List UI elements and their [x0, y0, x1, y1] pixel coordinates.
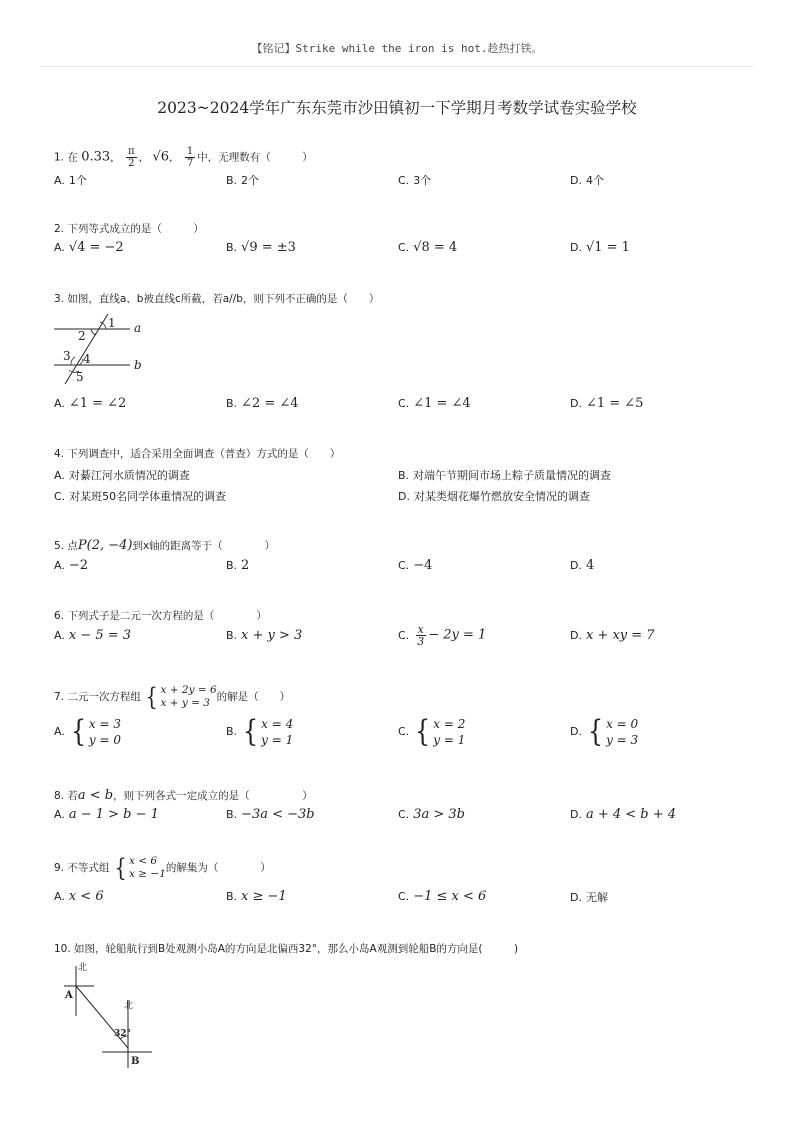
q7-option-d[interactable]: D. { x = 0 y = 3 [570, 714, 639, 749]
q6-option-b[interactable]: B. x + y > 3 [226, 628, 303, 643]
q1-option-a[interactable]: A. 1个 [54, 174, 87, 187]
q6-option-d[interactable]: D. x + xy = 7 [570, 628, 655, 643]
equation-system: { x + 2y = 6 x + y = 3 [145, 683, 217, 711]
q9-option-a[interactable]: A. x < 6 [54, 889, 104, 904]
q4-option-c[interactable]: C. 对某班50名同学体重情况的调查 [54, 490, 227, 503]
fraction-pi-over-2: $\frac{\pi}{2}$ [128, 146, 135, 169]
angle-32-label: 32° [114, 1029, 132, 1039]
angle-label-2: 2 [78, 329, 86, 343]
q6-option-c[interactable]: C. $\frac{x}{3}$ − 2y = 1 [398, 623, 487, 648]
q2-option-d[interactable]: D. √1 = 1 [570, 240, 630, 255]
page-motto: 【铭记】Strike while the iron is hot.趁热打铁。 [251, 42, 543, 55]
q1-option-b[interactable]: B. 2个 [226, 174, 260, 187]
question-10: 10. 如图，轮船航行到B处观测小岛A的方向是北偏西32°，那么小岛A观测到轮船B的方向是( ) [54, 943, 519, 955]
question-5: 5. 点P(2, −4)到x轴的距离等于（ ） [54, 538, 276, 553]
question-7: 7. 二元一次方程组 { x + 2y = 6 x + y = 3 的解是（ ） [54, 683, 291, 711]
inequality-system: { x < 6 x ≥ −1 [114, 854, 166, 882]
fraction-1-over-7: $\frac{1}{7}$ [186, 146, 194, 169]
question-2: 2. 下列等式成立的是（ ） [54, 223, 204, 235]
q3-option-c[interactable]: C. ∠1 = ∠4 [398, 396, 471, 411]
angle-label-4: 4 [83, 352, 91, 366]
angle-label-3: 3 [63, 349, 71, 363]
q9-option-b[interactable]: B. x ≥ −1 [226, 889, 287, 904]
question-6: 6. 下列式子是二元一次方程的是（ ） [54, 610, 267, 622]
q5-option-c[interactable]: C. −4 [398, 558, 433, 573]
question-9: 9. 不等式组 { x < 6 x ≥ −1 的解集为（ ） [54, 854, 271, 882]
q8-option-c[interactable]: C. 3a > 3b [398, 807, 465, 822]
angle-label-5: 5 [76, 370, 84, 384]
q8-option-b[interactable]: B. −3a < −3b [226, 807, 315, 822]
q8-option-a[interactable]: A. a − 1 > b − 1 [54, 807, 159, 822]
q5-option-b[interactable]: B. 2 [226, 558, 250, 573]
exam-title: 2023~2024学年广东东莞市沙田镇初一下学期月考数学试卷实验学校 [157, 99, 637, 117]
question-1: 1. 在 0.33， $\frac{\pi}{2}$ ， √6， $\frac{1}{7}$ 中，无理数有（ ） [54, 146, 313, 169]
q7-option-b[interactable]: B. { x = 4 y = 1 [226, 714, 294, 749]
q4-option-a[interactable]: A. 对綦江河水质情况的调查 [54, 469, 190, 482]
q3-option-a[interactable]: A. ∠1 = ∠2 [54, 396, 127, 411]
north-label-b: 北 [124, 1001, 134, 1011]
q5-option-a[interactable]: A. −2 [54, 558, 88, 573]
q7-option-a[interactable]: A. { x = 3 y = 0 [54, 714, 122, 749]
sqrt-6: √6 [152, 149, 169, 165]
q8-option-d[interactable]: D. a + 4 < b + 4 [570, 807, 677, 822]
line-label-a: a [134, 321, 142, 335]
q3-option-b[interactable]: B. ∠2 = ∠4 [226, 396, 299, 411]
north-label-top: 北 [78, 963, 88, 973]
point-a-label: A [65, 990, 73, 1001]
angle-label-1: 1 [108, 316, 116, 330]
line-label-b: b [134, 358, 142, 372]
question-3: 3. 如图，直线a、b被直线c所截，若a//b，则下列不正确的是（ ） [54, 293, 380, 305]
question-4: 4. 下列调查中，适合采用全面调查（普查）方式的是（ ） [54, 448, 341, 460]
q2-option-c[interactable]: C. √8 = 4 [398, 240, 458, 255]
q9-option-c[interactable]: C. −1 ≤ x < 6 [398, 889, 487, 904]
question-8: 8. 若a < b，则下列各式一定成立的是（ ） [54, 788, 313, 803]
point-b-label: B [131, 1056, 140, 1067]
q9-option-d[interactable]: D. 无解 [570, 891, 608, 904]
q4-option-b[interactable]: B. 对端午节期间市场上粽子质量情况的调查 [398, 469, 612, 482]
q7-option-c[interactable]: C. { x = 2 y = 1 [398, 714, 466, 749]
q3-option-d[interactable]: D. ∠1 = ∠5 [570, 396, 644, 411]
q6-option-a[interactable]: A. x − 5 = 3 [54, 628, 132, 643]
q5-option-d[interactable]: D. 4 [570, 558, 595, 573]
bearing-figure [58, 960, 168, 1072]
parallel-lines-figure [50, 312, 160, 387]
q2-option-b[interactable]: B. √9 = ±3 [226, 240, 296, 255]
q1-option-d[interactable]: D. 4个 [570, 174, 604, 187]
q4-option-d[interactable]: D. 对某类烟花爆竹燃放安全情况的调查 [398, 490, 590, 503]
q1-option-c[interactable]: C. 3个 [398, 174, 432, 187]
header-divider [40, 66, 754, 67]
q2-option-a[interactable]: A. √4 = −2 [54, 240, 124, 255]
